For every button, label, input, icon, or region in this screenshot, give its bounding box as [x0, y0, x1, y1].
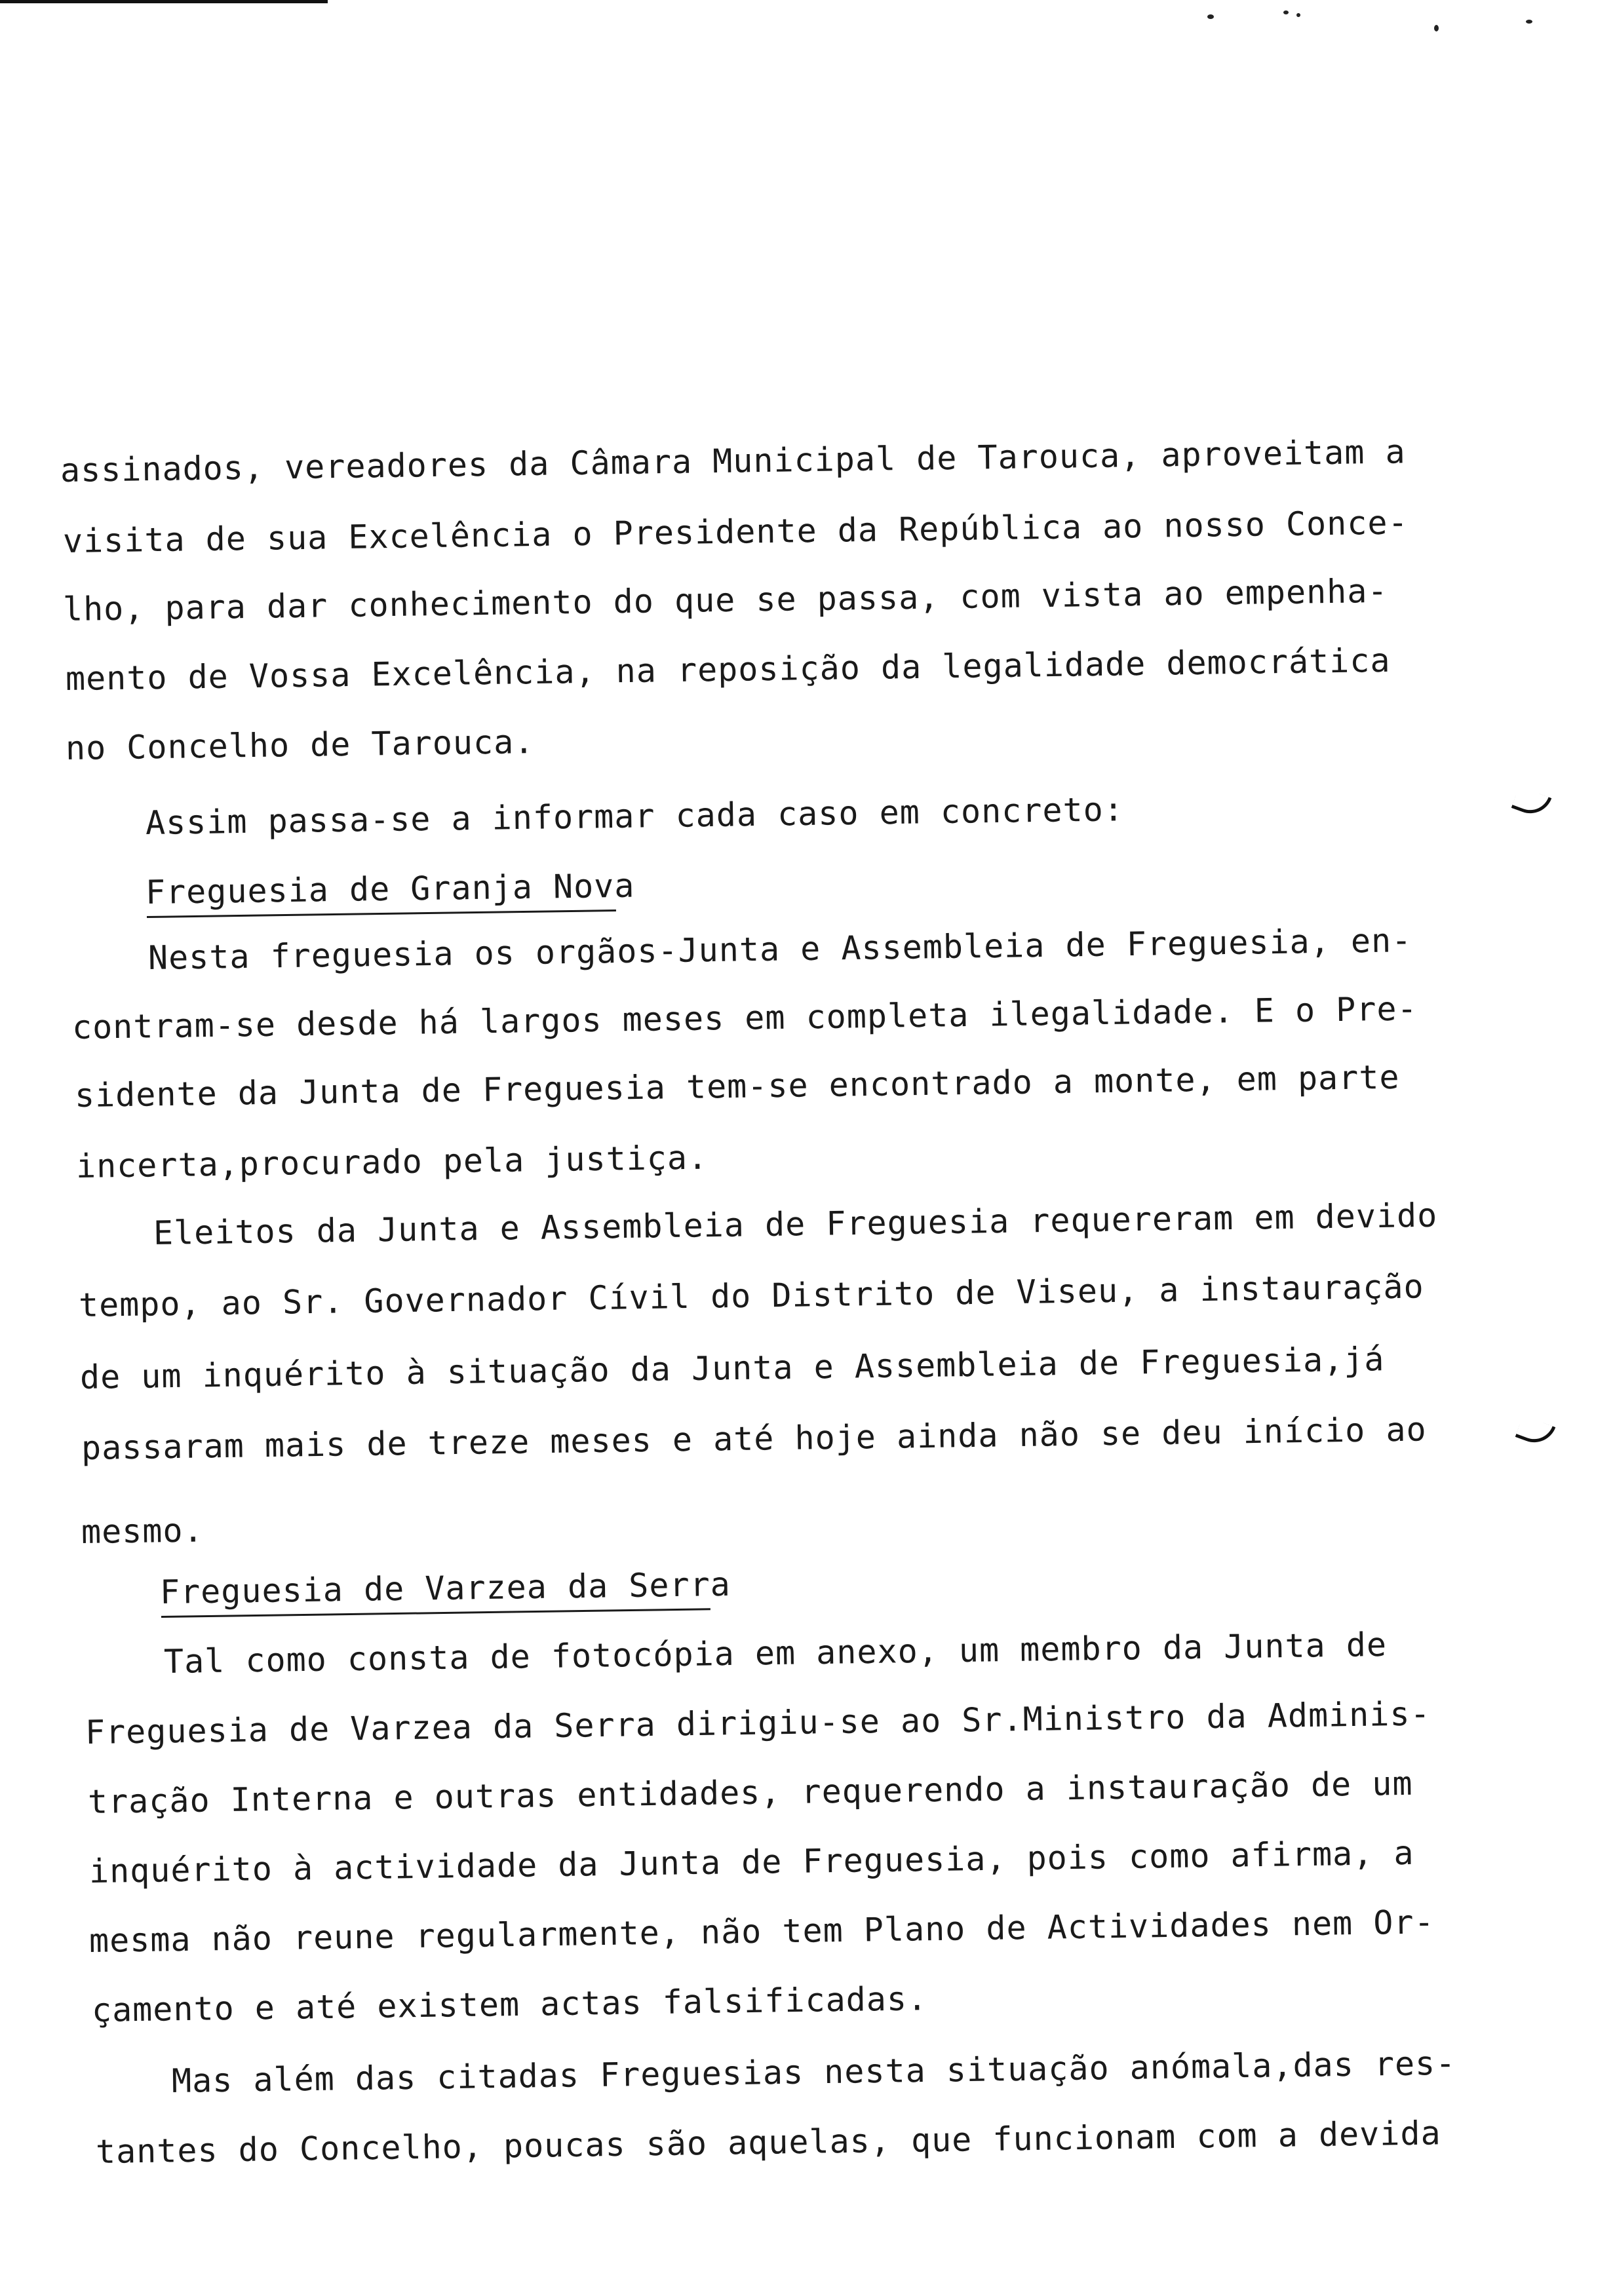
text-line: no Concelho de Tarouca. — [65, 723, 535, 767]
text-line: assinados, vereadores da Câmara Municipal de Tarouca, aproveitam a — [60, 432, 1406, 489]
text-line: Nesta freguesia os orgãos-Junta e Assembleia de Freguesia, en- — [147, 921, 1412, 977]
section-heading: Freguesia de Granja Nova — [145, 866, 635, 911]
scan-speck — [1283, 10, 1289, 14]
text-line: tempo, ao Sr. Governador Cívil do Distrito de Viseu, a instauração — [78, 1267, 1424, 1324]
text-line: Mas além das citadas Freguesias nesta situação anómala,das res- — [171, 2044, 1456, 2100]
text-line: Tal como consta de fotocópia em anexo, um membro da Junta de — [163, 1625, 1388, 1681]
text-line: de um inquérito à situação da Junta e Assembleia de Freguesia,já — [79, 1340, 1385, 1396]
text-line: tração Interna e outras entidades, requerendo a instauração de um — [87, 1764, 1413, 1821]
text-line: Assim passa-se a informar cada caso em concreto: — [145, 790, 1125, 842]
check-mark-icon — [1511, 786, 1552, 820]
scan-speck — [1434, 25, 1439, 31]
text-line: tantes do Concelho, poucas são aquelas, que funcionam com a devida — [95, 2114, 1441, 2171]
text-line: çamento e até existem actas falsificadas. — [91, 1980, 928, 2029]
text-line: mesmo. — [81, 1511, 204, 1551]
text-line: visita de sua Excelência o Presidente da República ao nosso Conce- — [62, 503, 1409, 560]
top-edge-rule — [0, 0, 328, 3]
text-line: incerta,procurado pela justiça. — [75, 1138, 709, 1185]
scan-speck — [1296, 13, 1300, 17]
scan-speck — [1207, 14, 1214, 19]
text-line: lho, para dar conhecimento do que se passa, com vista ao empenha- — [62, 571, 1388, 628]
text-line: mento de Vossa Excelência, na reposição da legalidade democrática — [65, 641, 1391, 698]
text-line: Freguesia de Varzea da Serra dirigiu-se ao Sr.Ministro da Adminis- — [85, 1694, 1431, 1751]
scan-speck — [1526, 20, 1532, 24]
text-line: sidente da Junta de Freguesia tem-se encontrado a monte, em parte — [74, 1058, 1400, 1115]
text-line: inquérito à actividade da Junta de Freguesia, pois como afirma, a — [88, 1833, 1414, 1890]
text-line: passaram mais de treze meses e até hoje ainda não se deu início ao — [81, 1410, 1427, 1467]
text-line: mesma não reune regularmente, não tem Plano de Actividades nem Or- — [88, 1903, 1435, 1960]
section-heading: Freguesia de Varzea da Serra — [159, 1565, 731, 1611]
text-line: contram-se desde há largos meses em completa ilegalidade. E o Pre- — [71, 989, 1418, 1046]
check-mark-icon — [1515, 1415, 1556, 1449]
text-line: Eleitos da Junta e Assembleia de Freguesia requereram em devido — [153, 1196, 1438, 1252]
